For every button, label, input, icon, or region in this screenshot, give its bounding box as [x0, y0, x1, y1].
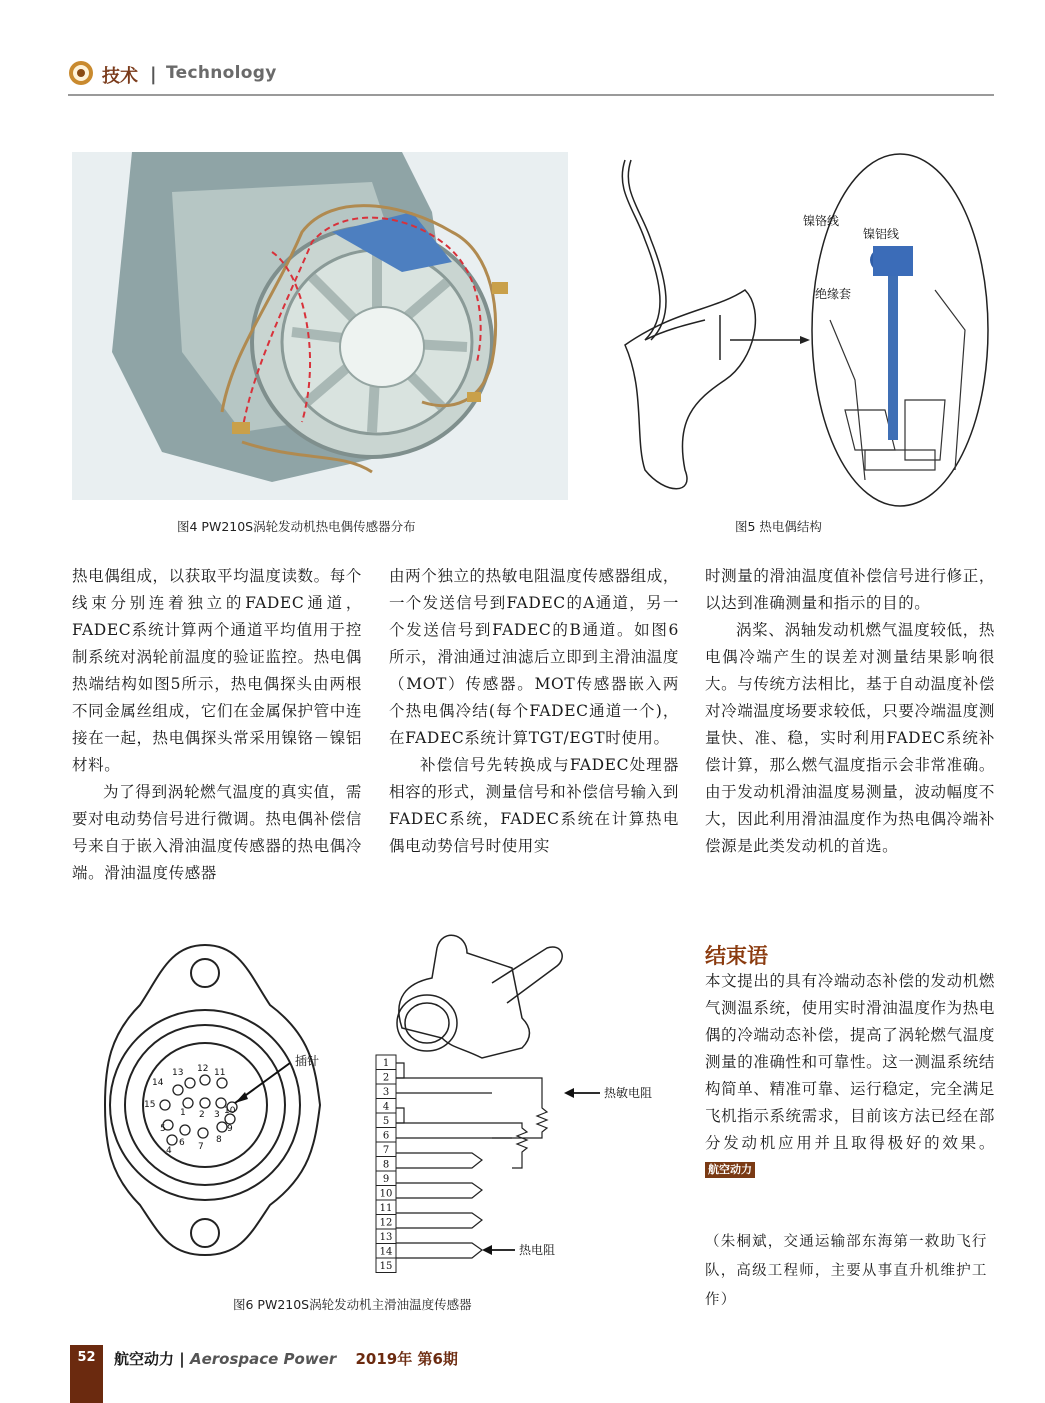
footer-separator: |: [179, 1350, 185, 1368]
header-separator: |: [150, 64, 157, 85]
svg-text:5: 5: [160, 1124, 166, 1134]
pin-number: 8: [382, 1159, 390, 1171]
page-number: 52: [77, 1350, 96, 1365]
pin-number: 2: [382, 1072, 390, 1084]
svg-text:7: 7: [198, 1142, 204, 1152]
svg-text:3: 3: [214, 1110, 220, 1120]
paragraph: 本文提出的具有冷端动态补偿的发动机燃气测温系统，使用实时滑油温度作为热电偶的冷端动态补偿，提高了涡轮燃气温度测量的准确性和可靠性。这一测温系统结构简单、精准可靠、运行稳定，完全满足飞机指示系统需求，目前该方法已经在部分发动机应用并且取得极好的效果。: [705, 972, 995, 1152]
figure-4-engine-photo: [72, 152, 568, 500]
body-column-1: [72, 563, 362, 887]
figure-6-caption: 图6 PW210S涡轮发动机主滑油温度传感器: [233, 1297, 472, 1312]
paragraph: 由两个独立的热敏电阻温度传感器组成，一个发送信号到FADEC的A通道，另一个发送信号到FADEC的B通道。如图6所示，滑油通过油滤后立即到主滑油温度（MOT）传感器。MOT传感器嵌入两个热电偶冷结(每个FADEC通道一个)，在FADEC系统计算TGT/EGT时使用。: [389, 567, 679, 747]
paragraph: 涡桨、涡轴发动机燃气温度较低，热电偶冷端产生的误差对测量结果影响很大。与传统方法相比，基于自动温度补偿对冷端温度场要求较低，只要冷端温度测量快、准、稳，实时利用FADEC系统补偿计算，那么燃气温度指示会非常准确。由于发动机滑油温度易测量，波动幅度不大，因此利用滑油温度作为热电偶冷端补偿源是此类发动机的首选。: [705, 621, 995, 855]
figure-6-sensor-face: [110, 935, 350, 1265]
paragraph: 热电偶组成，以获取平均温度读数。每个线束分别连着独立的FADEC通道，FADEC系统计算两个通道平均值用于控制系统对涡轮前温度的验证监控。热电偶热端结构如图5所示，热电偶探头由两根不同金属丝组成，它们在金属保护管中连接在一起，热电偶探头常采用镍铬－镍铝材料。: [72, 567, 362, 774]
journal-logo-icon: [68, 60, 94, 86]
running-header: [68, 58, 994, 98]
journal-name-cn: 航空动力: [114, 1350, 175, 1368]
author-bio: （朱桐斌，交通运输部东海第一救助飞行队，高级工程师，主要从事直升机维护工作）: [705, 1234, 988, 1308]
pin-number: 5: [382, 1116, 390, 1127]
pin-number: 4: [382, 1101, 390, 1113]
conclusion-text: [705, 968, 995, 1184]
conclusion-heading: 结束语: [705, 944, 768, 968]
sensor-schematic: [372, 928, 653, 1273]
thermocouple-illustration: [605, 150, 993, 510]
engine-illustration: [72, 152, 568, 500]
body-column-2: [389, 563, 679, 860]
svg-text:9: 9: [227, 1124, 233, 1134]
running-footer: [114, 1348, 458, 1369]
issue-label: 2019年 第6期: [355, 1350, 458, 1368]
label-nialuminum-wire: 镍铝线: [863, 227, 900, 241]
label-pin: 插针: [295, 1054, 320, 1068]
pin-numbers: [376, 1055, 396, 1273]
header-rule: [68, 94, 994, 96]
svg-text:14: 14: [152, 1078, 164, 1088]
svg-text:11: 11: [214, 1068, 226, 1078]
pin-number: 15: [379, 1261, 393, 1272]
section-title-cn: 技术: [102, 66, 138, 87]
sensor-flange-diagram: [110, 935, 350, 1265]
pin-number: 12: [379, 1217, 393, 1229]
paragraph: 时测量的滑油温度值补偿信号进行修正，以达到准确测量和指示的目的。: [705, 567, 995, 612]
pin-number: 14: [379, 1246, 393, 1258]
paragraph: 补偿信号先转换成与FADEC处理器相容的形式，测量信号和补偿信号输入到FADEC系统，FADEC系统在计算热电偶电动势信号时使用实: [389, 756, 679, 855]
figure-4-caption: 图4 PW210S涡轮发动机热电偶传感器分布: [177, 519, 416, 534]
pin-number: 3: [382, 1087, 390, 1098]
journal-name-en: Aerospace Power: [189, 1350, 337, 1368]
svg-text:12: 12: [197, 1064, 209, 1074]
svg-text:15: 15: [144, 1100, 156, 1110]
label-thermistor: 热敏电阻: [604, 1086, 653, 1100]
svg-text:8: 8: [216, 1135, 222, 1145]
end-mark-tag: 航空动力: [705, 1162, 755, 1178]
pin-number: 6: [382, 1130, 390, 1142]
svg-text:10: 10: [224, 1106, 236, 1116]
pin-number: 9: [382, 1174, 390, 1185]
body-column-3: [705, 563, 995, 860]
svg-text:1: 1: [180, 1108, 186, 1118]
pin-number: 1: [382, 1058, 390, 1069]
svg-text:13: 13: [172, 1068, 184, 1078]
label-insulation-sleeve: 绝缘套: [815, 287, 852, 301]
pin-number: 7: [382, 1145, 390, 1156]
figure-5-caption: 图5 热电偶结构: [735, 519, 822, 534]
pin-number: 10: [379, 1188, 393, 1200]
section-title-en: Technology: [166, 63, 277, 83]
label-nichrome-wire: 镍铬线: [803, 214, 840, 228]
label-thermocouple: 热电阻: [519, 1243, 556, 1257]
svg-text:4: 4: [166, 1146, 172, 1156]
svg-text:2: 2: [199, 1110, 205, 1120]
figure-5-thermocouple-diagram: [605, 150, 993, 510]
pin-number: 11: [379, 1203, 393, 1214]
figure-6-connector-schematic: [372, 928, 653, 1273]
paragraph: 为了得到涡轮燃气温度的真实值，需要对电动势信号进行微调。热电偶补偿信号来自于嵌入滑油温度传感器的热电偶冷端。滑油温度传感器: [72, 783, 362, 882]
svg-text:6: 6: [179, 1138, 185, 1148]
pin-number: 13: [379, 1232, 393, 1243]
